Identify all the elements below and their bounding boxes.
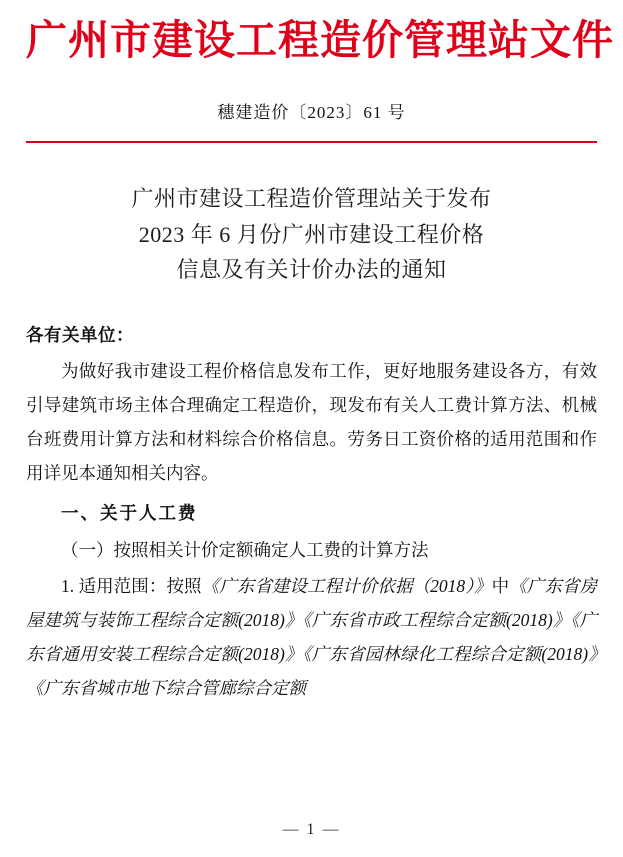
subject-line-1: 广州市建设工程造价管理站关于发布 — [131, 185, 492, 211]
page-number: — 1 — — [282, 821, 341, 838]
salutation: 各有关单位： — [26, 324, 134, 345]
item-1-mid-1: 中 — [491, 575, 510, 596]
document-number: 穗建造价〔2023〕61 号 — [217, 102, 406, 122]
body-item-1 — [26, 569, 597, 706]
document-body — [26, 318, 597, 705]
item-1-prefix: 1. 适用范围：按照 — [61, 575, 202, 596]
section-subheading-1: （一）按照相关计价定额确定人工费的计算方法 — [61, 539, 429, 560]
red-divider — [26, 141, 597, 143]
subject-line-2: 2023 年 6 月份广州市建设工程价格 — [138, 221, 485, 247]
body-paragraph-1: 为做好我市建设工程价格信息发布工作，更好地服务建设各方，有效引导建筑市场主体合理确定工程造价，现发布有关人工费计算方法、机械台班费用计算方法和材料综合价格信息。劳务日工资价格的适用范围和作用详见本通知相关内容。 — [26, 360, 597, 484]
document-header — [26, 0, 614, 143]
section-heading-1: 一、关于人工费 — [61, 503, 198, 524]
item-1-reference-2: 《广东省房屋建筑与装饰工程综合定额(2018)》《广东省市政工程综合定额(2018)》《广东省通用安装工程综合定额(2018)》《广东省园林绿化工程综合定额(2018)》《广东省城市地下综合管廊综合定额 — [26, 575, 598, 699]
subject-line-3: 信息及有关计价办法的通知 — [176, 257, 447, 283]
item-1-reference-1: 《广东省建设工程计价依据（2018）》 — [201, 575, 492, 596]
document-subject — [26, 181, 597, 288]
document-title: 广州市建设工程造价管理站文件 — [26, 17, 614, 63]
